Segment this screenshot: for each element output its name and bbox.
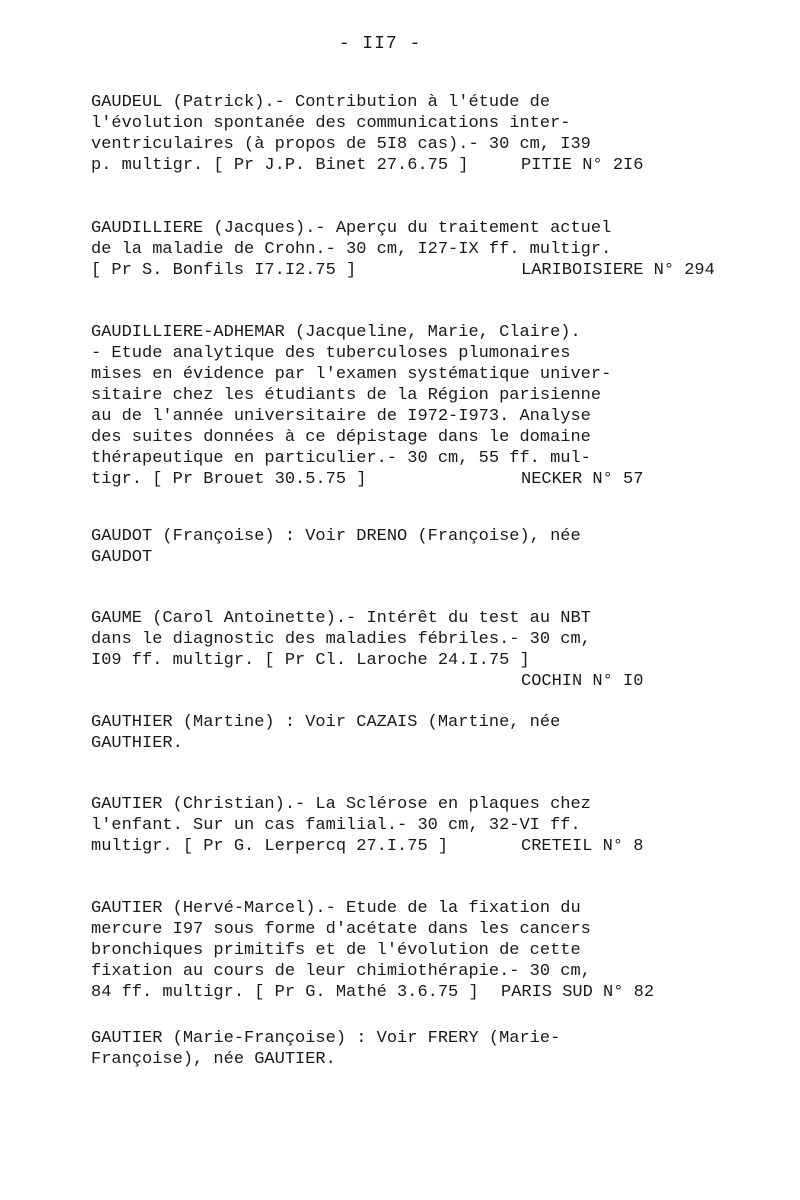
entry-text-line: [ Pr S. Bonfils I7.I2.75 ]	[91, 261, 357, 280]
entry-text-line: l'évolution spontanée des communications inter-	[91, 114, 571, 133]
catalog-entry	[91, 92, 691, 176]
catalog-entry	[91, 1028, 691, 1070]
entry-text-line: de la maladie de Crohn.- 30 cm, I27-IX ff. multigr.	[91, 240, 612, 259]
entry-text-line: GAUDOT	[91, 548, 153, 567]
entry-text-line: multigr. [ Pr G. Lerpercq 27.I.75 ]	[91, 837, 449, 856]
entry-location: PITIE N° 2I6	[521, 156, 644, 175]
entry-text-line: tigr. [ Pr Brouet 30.5.75 ]	[91, 470, 367, 489]
entry-text-line: GAUTIER (Hervé-Marcel).- Etude de la fixation du	[91, 899, 581, 918]
entry-text-line: - Etude analytique des tuberculoses plumonaires	[91, 344, 571, 363]
entry-text-line: GAUTHIER.	[91, 734, 183, 753]
catalog-entry	[91, 712, 691, 754]
catalog-entry	[91, 794, 691, 857]
entry-text-line: dans le diagnostic des maladies fébriles.- 30 cm,	[91, 630, 591, 649]
page-number: - II7 -	[338, 34, 422, 54]
entry-text-line: thérapeutique en particulier.- 30 cm, 55 ff. mul-	[91, 449, 591, 468]
catalog-entry	[91, 322, 691, 490]
entry-text-line: GAUDILLIERE-ADHEMAR (Jacqueline, Marie, Claire).	[91, 323, 581, 342]
entry-text-line: GAUTIER (Marie-Françoise) : Voir FRERY (Marie-	[91, 1029, 561, 1048]
entry-location: COCHIN N° I0	[521, 672, 644, 691]
entry-text-line: GAUTHIER (Martine) : Voir CAZAIS (Martine, née	[91, 713, 561, 732]
catalog-entry	[91, 526, 691, 568]
entry-text-line: p. multigr. [ Pr J.P. Binet 27.6.75 ]	[91, 156, 469, 175]
entry-text-line: GAUTIER (Christian).- La Sclérose en plaques chez	[91, 795, 591, 814]
catalog-entry	[91, 608, 691, 692]
entry-text-line: GAUDOT (Françoise) : Voir DRENO (Françoise), née	[91, 527, 581, 546]
entry-text-line: l'enfant. Sur un cas familial.- 30 cm, 32-VI ff.	[91, 816, 581, 835]
entry-text-line: 84 ff. multigr. [ Pr G. Mathé 3.6.75 ]	[91, 983, 479, 1002]
entry-location: CRETEIL N° 8	[521, 837, 644, 856]
entry-location: PARIS SUD N° 82	[501, 983, 655, 1002]
entry-text-line: fixation au cours de leur chimiothérapie.- 30 cm,	[91, 962, 591, 981]
entry-text-line: Françoise), née GAUTIER.	[91, 1050, 336, 1069]
entry-text-line: GAUDILLIERE (Jacques).- Aperçu du traitement actuel	[91, 219, 612, 238]
entry-location: LARIBOISIERE N° 294	[521, 261, 715, 280]
entry-text-line: bronchiques primitifs et de l'évolution de cette	[91, 941, 581, 960]
catalog-entry	[91, 898, 691, 1003]
catalog-entry	[91, 218, 715, 281]
entry-location: NECKER N° 57	[521, 470, 644, 489]
entry-text-line: sitaire chez les étudiants de la Région parisienne	[91, 386, 602, 405]
entry-text-line: des suites données à ce dépistage dans le domaine	[91, 428, 591, 447]
entry-text-line: I09 ff. multigr. [ Pr Cl. Laroche 24.I.75 ]	[91, 651, 530, 670]
entry-text-line: ventriculaires (à propos de 5I8 cas).- 30 cm, I39	[91, 135, 591, 154]
entry-text-line: GAUME (Carol Antoinette).- Intérêt du test au NBT	[91, 609, 591, 628]
entry-text-line: mises en évidence par l'examen systématique univer-	[91, 365, 612, 384]
entry-text-line: au de l'année universitaire de I972-I973. Analyse	[91, 407, 591, 426]
entry-text-line: mercure I97 sous forme d'acétate dans les cancers	[91, 920, 591, 939]
entry-text-line: GAUDEUL (Patrick).- Contribution à l'étude de	[91, 93, 551, 112]
